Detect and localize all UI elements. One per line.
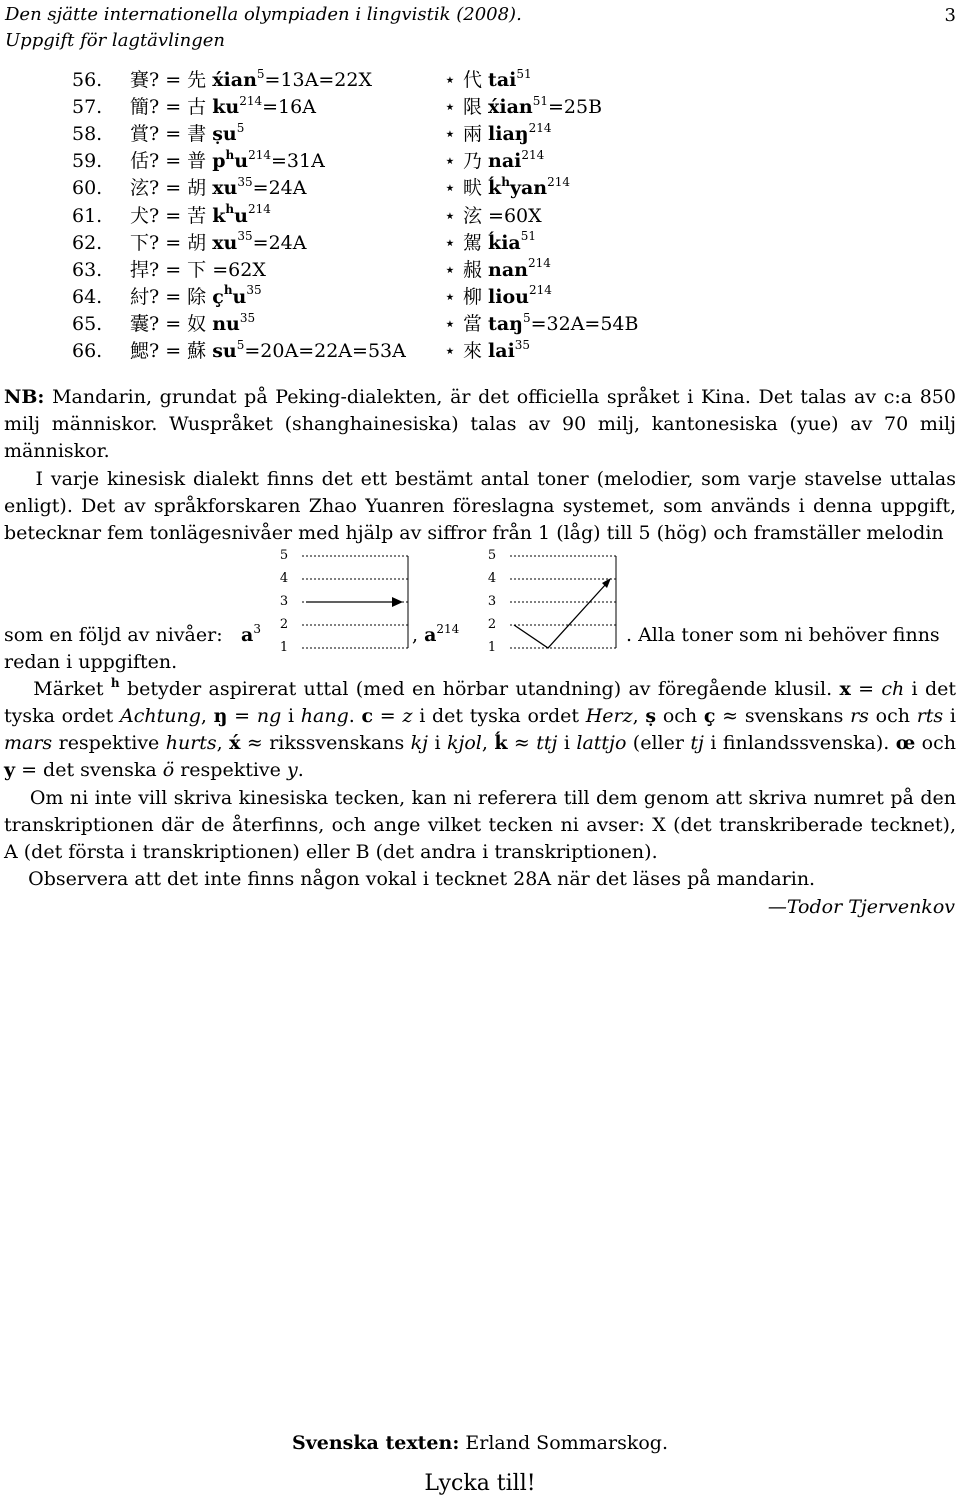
row-left-entry: 泫? = 胡 $xu^{35}=24A$ <box>130 175 307 200</box>
row-right-entry: 乃 nai$^{214}$ <box>463 147 545 173</box>
row-right-entry: 駕 ḱia$^{51}$ <box>463 229 537 254</box>
row-right-entry: 當 taŋ$^5$=32A=54B <box>463 310 639 335</box>
level-1-label: 1 <box>279 640 289 655</box>
level-3-label: 3 <box>487 594 497 609</box>
level-1-label: 1 <box>487 640 497 655</box>
level-4-label: 4 <box>279 571 289 586</box>
star-icon: ⋆ <box>444 258 456 281</box>
star-icon: ⋆ <box>444 204 456 227</box>
redan-line: redan i uppgiften. <box>4 651 178 673</box>
diagram-after-text: . Alla toner som ni behöver finns <box>626 624 940 646</box>
good-luck-text: Lycka till! <box>424 1471 536 1496</box>
row-number: 59. <box>72 150 103 173</box>
translation-credits <box>0 1430 960 1457</box>
page-header <box>5 2 522 54</box>
row-right-entry: 畎 ḱ$^h$yan$^{214}$ <box>463 175 571 200</box>
row-right-entry: 限 x́ian$^{51}$=25B <box>463 93 603 119</box>
level-3-label: 3 <box>279 594 289 609</box>
arrow-head-icon <box>392 597 403 607</box>
row-number: 56. <box>72 69 103 91</box>
row-number: 66. <box>72 340 103 362</box>
level-5-label: 5 <box>279 548 289 563</box>
star-icon: ⋆ <box>444 123 456 146</box>
tone-diagram-214 <box>478 542 628 657</box>
level-2-label: 2 <box>487 617 497 632</box>
level-2-label: 2 <box>279 617 289 632</box>
credits-label: Svenska texten: <box>292 1432 460 1454</box>
star-icon: ⋆ <box>444 285 456 308</box>
star-icon: ⋆ <box>444 69 456 91</box>
level-5-label: 5 <box>487 548 497 563</box>
row-right-entry: 兩 liaŋ$^{214}$ <box>463 120 552 146</box>
row-number: 63. <box>72 258 103 281</box>
row-right-entry: 泫 =60X <box>463 204 542 227</box>
diagram-example-2-label: , $a^{214}$ <box>412 621 460 646</box>
row-right-entry: 來 lai$^{35}$ <box>463 337 531 362</box>
refer-paragraph: Om ni inte vill skriva kinesiska tecken, kan ni referera till dem genom att skriva numret på den transkriptionen där de återfinns, och ange vilket tecken ni avser: X (det transkriberade tecknet), A (det första i transkriptionen) eller B (det andra i transkriptionen). <box>4 787 956 863</box>
star-icon: ⋆ <box>444 312 456 335</box>
star-icon: ⋆ <box>444 231 456 254</box>
row-left-entry: 下? = 胡 $xu^{35}=24A$ <box>130 229 307 254</box>
tones-paragraph: I varje kinesisk dialekt finns det ett bestämt antal toner (melodier, som varje stavelse uttalas enligt). Det av språkforskaren Zhao Yuanren föreslagna systemet, som används i denna uppgift, betecknar fem tonlägesnivåer med hjälp av siffror från 1 (låg) till 5 (hög) och framställer melodin <box>4 468 956 544</box>
star-icon: ⋆ <box>444 177 456 200</box>
row-left-entry: 犬? = 苦 $k^hu^{214}$ <box>130 202 271 227</box>
row-left-entry: 賽? = 先 x́ian$^5$=13A=22X <box>130 66 372 91</box>
row-right-entry: 柳 liou$^{214}$ <box>463 283 552 308</box>
star-icon: ⋆ <box>444 96 456 119</box>
row-right-entry: 代 tai$^{51}$ <box>463 66 532 91</box>
diagram-example-1-label: $a^3$ <box>241 621 261 646</box>
row-left-entry: 鰓? = 蘇 $su^5=20A=22A=53A$ <box>130 337 406 362</box>
credits-name: Erland Sommarskog. <box>459 1432 668 1454</box>
row-number: 61. <box>72 204 103 227</box>
row-number: 60. <box>72 177 103 200</box>
marks-paragraph: Märket $^h$ betyder aspirerat uttal (med en hörbar utandning) av föregående klusil. x = ch i det tyska ordet Achtung, ŋ = ng i hang. c = z i det tyska ordet Herz, ṣ och ç ≈ svenskans rs och rts i mars respektive hurts, x́ ≈ rikssvenskans kj i kjol, ḱ ≈ ttj i lattjo (eller tj i finlandssvenska). œ och y = det svenska ö respektive y. <box>4 675 957 781</box>
observe-paragraph: Observera att det inte finns någon vokal i tecknet 28A när det läses på mandarin. <box>4 868 816 890</box>
row-right-entry: 赧 nan$^{214}$ <box>463 256 551 281</box>
row-left-entry: 囊? = 奴 $nu^{35}$ <box>130 310 256 335</box>
row-number: 58. <box>72 123 103 146</box>
row-number: 65. <box>72 312 103 335</box>
row-number: 62. <box>72 231 103 254</box>
diagram-intro: som en följd av nivåer: <box>4 624 223 646</box>
header-title: Den sjätte internationella olympiaden i lingvistik (2008). <box>5 4 522 25</box>
page-number: 3 <box>944 5 956 26</box>
author-signature: —Todor Tjervenkov <box>767 896 955 918</box>
row-left-entry: 簡? = 古 $ku^{214}=16A$ <box>130 93 316 119</box>
header-subtitle: Uppgift för lagtävlingen <box>5 30 225 51</box>
row-left-entry: 賞? = 書 ṣu$^5$ <box>130 120 245 146</box>
star-icon: ⋆ <box>444 150 456 173</box>
level-4-label: 4 <box>487 571 497 586</box>
tone-contour <box>514 584 606 648</box>
row-number: 57. <box>72 96 103 119</box>
row-left-entry: 捍? = 下 =62X <box>130 258 266 281</box>
tone-diagram-3 <box>270 542 420 657</box>
star-icon: ⋆ <box>444 340 456 362</box>
row-left-entry: 佸? = 普 $p^hu^{214}=31A$ <box>130 147 325 173</box>
row-left-entry: 紂? = 除 $ç^hu^{35}$ <box>130 283 262 308</box>
nb-paragraph: NB: Mandarin, grundat på Peking-dialekten, är det officiella språket i Kina. Det talas av c:a 850 milj människor. Wuspråket (shanghainesiska) talas av 90 milj, kantonesiska (yue) av 70 milj människor. <box>4 386 956 462</box>
row-number: 64. <box>72 285 103 308</box>
